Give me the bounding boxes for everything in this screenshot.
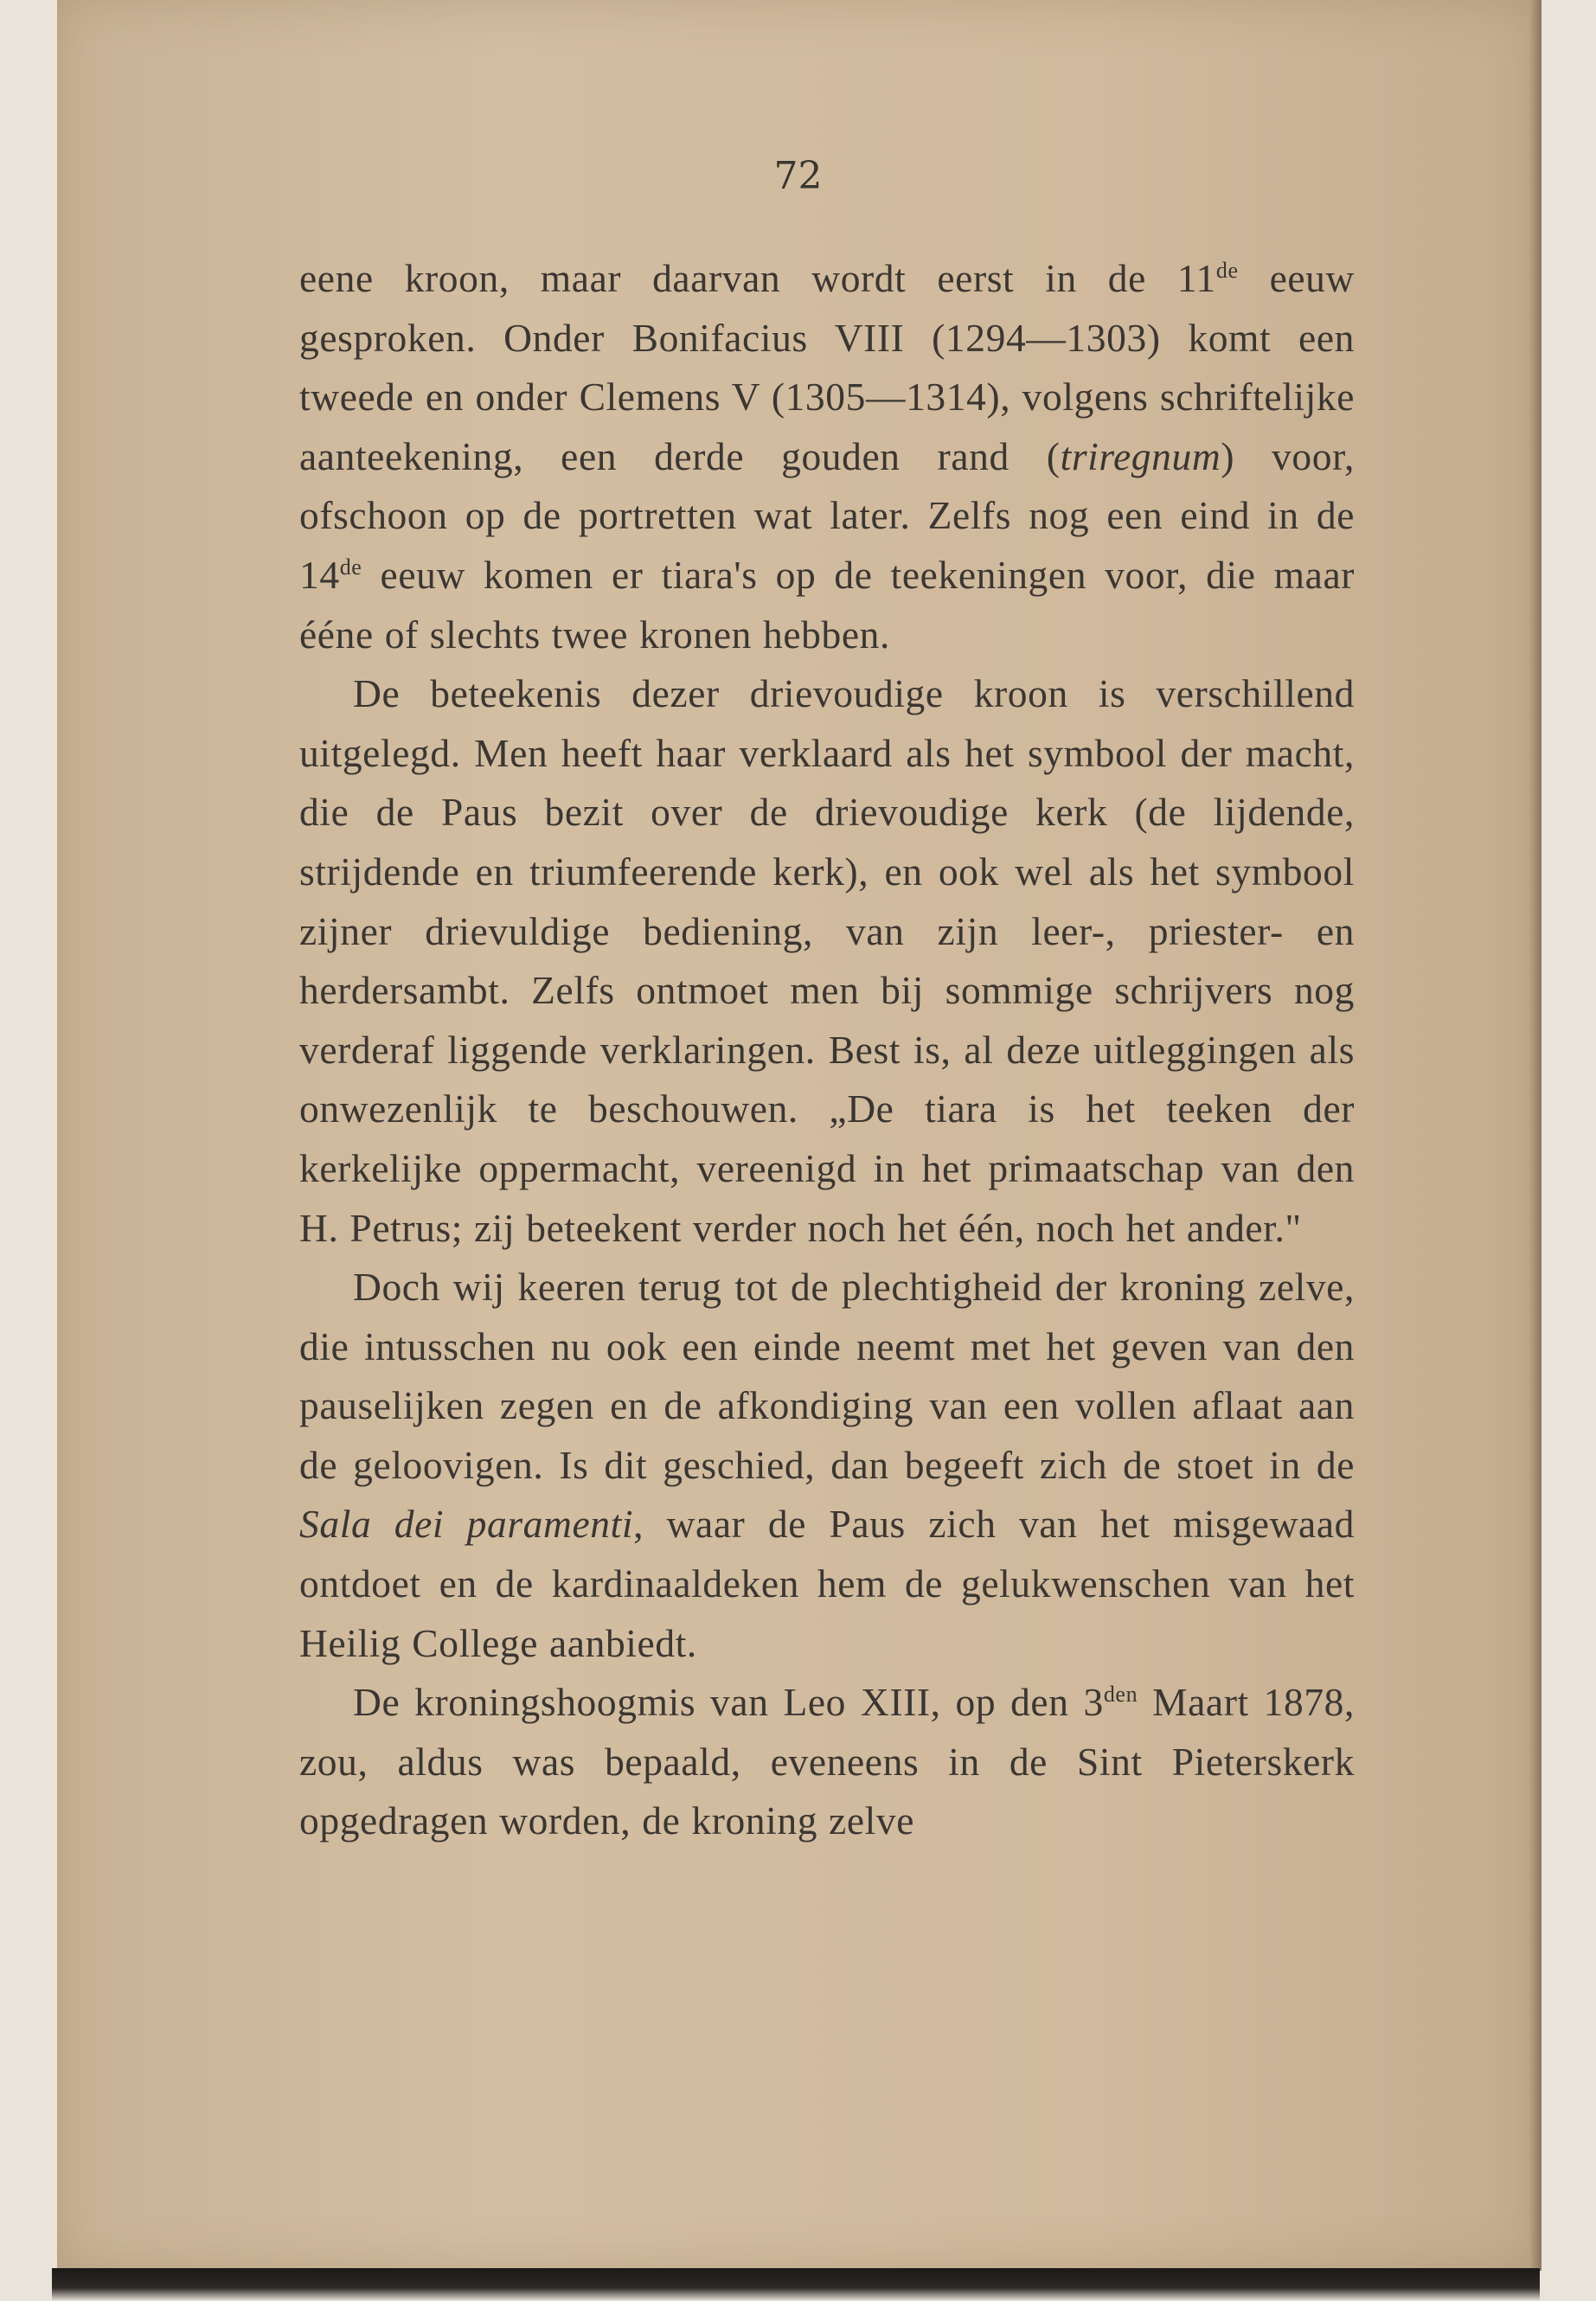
italic-text: triregnum (1060, 433, 1221, 478)
superscript: den (1103, 1682, 1138, 1708)
paragraph (299, 664, 1355, 1258)
text-run: eeuw komen er tiara's op de teekeningen voor, die maar ééne of slechts twee kronen hebben. (299, 552, 1355, 657)
paragraph (299, 1258, 1355, 1673)
text-run: , waar de Paus zich van het misgewaad ontdoet en de kardinaaldeken hem de gelukwenschen van het Heilig College aanbiedt. (299, 1502, 1355, 1665)
superscript: de (339, 554, 362, 580)
italic-text: Sala dei paramenti (299, 1502, 634, 1547)
body-text (299, 249, 1355, 1851)
page-edge (1529, 0, 1542, 2271)
text-run: Doch wij keeren terug tot de plechtigheid der kroning zelve, die intusschen nu ook een einde neemt met het geven van den pauselijken zegen en de afkondiging van een vollen aflaat aan de geloovigen. Is dit geschied, dan begeeft zich de stoet in de (299, 1265, 1355, 1487)
paragraph (299, 249, 1355, 664)
superscript: de (1215, 258, 1239, 283)
text-run: De beteekenis dezer drievoudige kroon is verschillend uitgelegd. Men heeft haar verklaard als het symbool der macht, die de Paus bezit over de drievoudige kerk (de lijdende, strijdende en triumfeerende kerk), en ook wel als het symbool zijner drievuldige bediening, van zijn leer-, priester- en herdersambt. Zelfs ontmoet men bij sommige schrijvers nog verderaf liggende verklaringen. Best is, al deze uitleggingen als onwezenlijk te beschouwen. „De tiara is het teeken der kerkelijke oppermacht, vereenigd in het primaatschap van den H. Petrus; zij beteekent verder noch het één, noch het ander." (299, 671, 1355, 1250)
page-number: 72 (773, 154, 823, 198)
text-run: eeuw gesproken. Onder Bonifacius VIII (1294—1303) komt een tweede en onder Clemens V (1305—1314), volgens schriftelijke aanteekening, een derde gouden rand ( (299, 256, 1355, 478)
paragraph (299, 1673, 1355, 1851)
text-run: De kroningshoogmis van Leo XIII, op den 3 (353, 1680, 1104, 1725)
text-run: eene kroon, maar daarvan wordt eerst in de 11 (299, 256, 1216, 300)
scan-bottom-border (52, 2268, 1540, 2301)
text-run: Maart 1878, zou, aldus was bepaald, eveneens in de Sint Pieterskerk opgedragen worden, de kroning zelve (299, 1680, 1355, 1843)
text-run: ) voor, ofschoon op de portretten wat later. Zelfs nog een eind in de 14 (299, 433, 1355, 597)
